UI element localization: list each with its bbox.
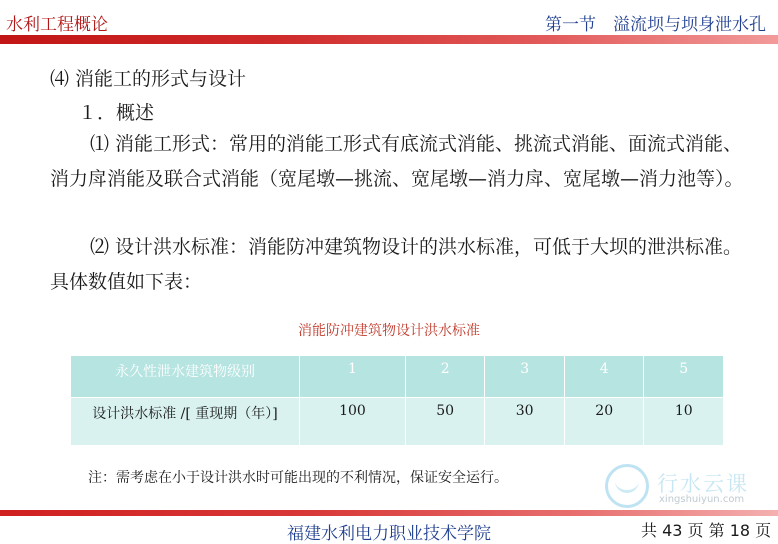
paragraph-energy-dissipator-types [50, 127, 750, 197]
page-indicator: 共 43 页 第 18 页 [641, 521, 772, 540]
value-cell: 20 [564, 398, 644, 446]
paragraph-text: ⑵ 设计洪水标准：消能防冲建筑物设计的洪水标准，可低于大坝的泄洪标准。具体数值如下表： [50, 236, 743, 293]
grade-cell: 4 [564, 356, 644, 398]
school-name: 福建水利电力职业技术学院 [287, 524, 491, 544]
header-divider-bar [0, 35, 778, 44]
value-cell: 50 [405, 398, 485, 446]
watermark-brand: 行水云课 [657, 472, 749, 496]
flood-standard-table [70, 355, 724, 446]
section-title: 第一节 溢流坝与坝身泄水孔 [545, 15, 766, 35]
table-note: 注：需考虑在小于设计洪水时可能出现的不利情况，保证安全运行。 [88, 470, 508, 486]
grade-cell: 3 [485, 356, 565, 398]
grade-cell: 5 [644, 356, 724, 398]
table-caption: 消能防冲建筑物设计洪水标准 [298, 323, 480, 339]
grade-cell: 1 [300, 356, 406, 398]
watermark-domain: xingshuiyun.com [659, 494, 745, 505]
value-cell: 100 [300, 398, 406, 446]
table-header-label: 永久性泄水建筑物级别 [71, 356, 300, 398]
paragraph-design-flood-standard [50, 230, 750, 300]
overview-heading: １．概述 [78, 102, 155, 124]
value-cell: 10 [644, 398, 724, 446]
table-row-label: 设计洪水标准 /[ 重现期（年）] [71, 398, 300, 446]
value-cell: 30 [485, 398, 565, 446]
table-header-row [71, 356, 724, 398]
footer-divider-bar [0, 510, 778, 516]
subsection-heading: ⑷ 消能工的形式与设计 [50, 68, 247, 90]
paragraph-text: ⑴ 消能工形式：常用的消能工形式有底流式消能、挑流式消能、面流式消能、消力戽消能及联合式消能（宽尾墩—挑流、宽尾墩—消力戽、宽尾墩—消力池等）。 [50, 133, 744, 190]
table-row [71, 398, 724, 446]
watermark-logo [605, 462, 775, 510]
course-title: 水利工程概论 [6, 15, 108, 35]
grade-cell: 2 [405, 356, 485, 398]
